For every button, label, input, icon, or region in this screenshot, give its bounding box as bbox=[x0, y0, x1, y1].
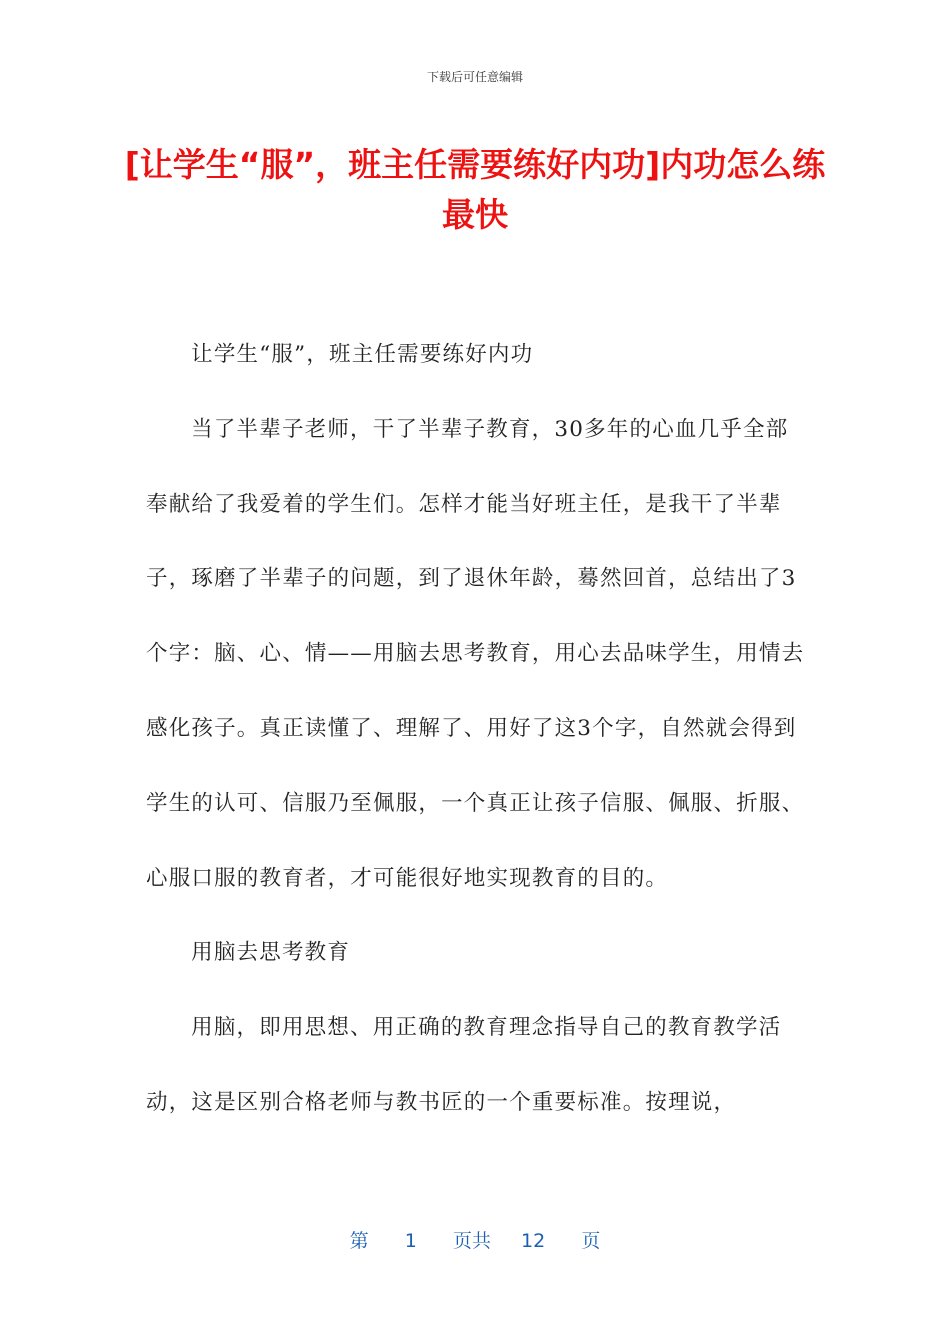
body-paragraph: 当了半辈子老师，干了半辈子教育，30多年的心血几乎全部奉献给了我爱着的学生们。怎样才能当好班主任，是我干了半辈子，琢磨了半辈子的问题，到了退休年龄，蓦然回首，总结出了3个字：脑、心、情——用脑去思考教育，用心去品味学生，用情去感化孩子。真正读懂了、理解了、用好了这3个字，自然就会得到学生的认可、信服乃至佩服，一个真正让孩子信服、佩服、折服、心服口服的教育者，才可能很好地实现教育的目的。 bbox=[146, 416, 805, 891]
body-paragraph: 让学生“服”，班主任需要练好内功 bbox=[191, 342, 534, 367]
footer-middle: 页共 bbox=[452, 1230, 491, 1252]
footer-suffix: 页 bbox=[581, 1230, 601, 1252]
section-heading: 用脑去思考教育 bbox=[191, 940, 351, 966]
page-footer bbox=[0, 1226, 950, 1253]
footer-prefix: 第 bbox=[349, 1230, 369, 1252]
current-page-number: 1 bbox=[404, 1230, 417, 1252]
total-pages-number: 12 bbox=[521, 1230, 546, 1252]
document-title: [让学生“服”，班主任需要练好内功]内功怎么练最快 bbox=[124, 145, 826, 234]
header-note: 下载后可任意编辑 bbox=[426, 70, 523, 84]
body-paragraph: 用脑，即用思想、用正确的教育理念指导自己的教育教学活动，这是区别合格老师与教书匠的一个重要标准。按理说， bbox=[146, 1015, 782, 1115]
document-body bbox=[146, 318, 806, 1141]
